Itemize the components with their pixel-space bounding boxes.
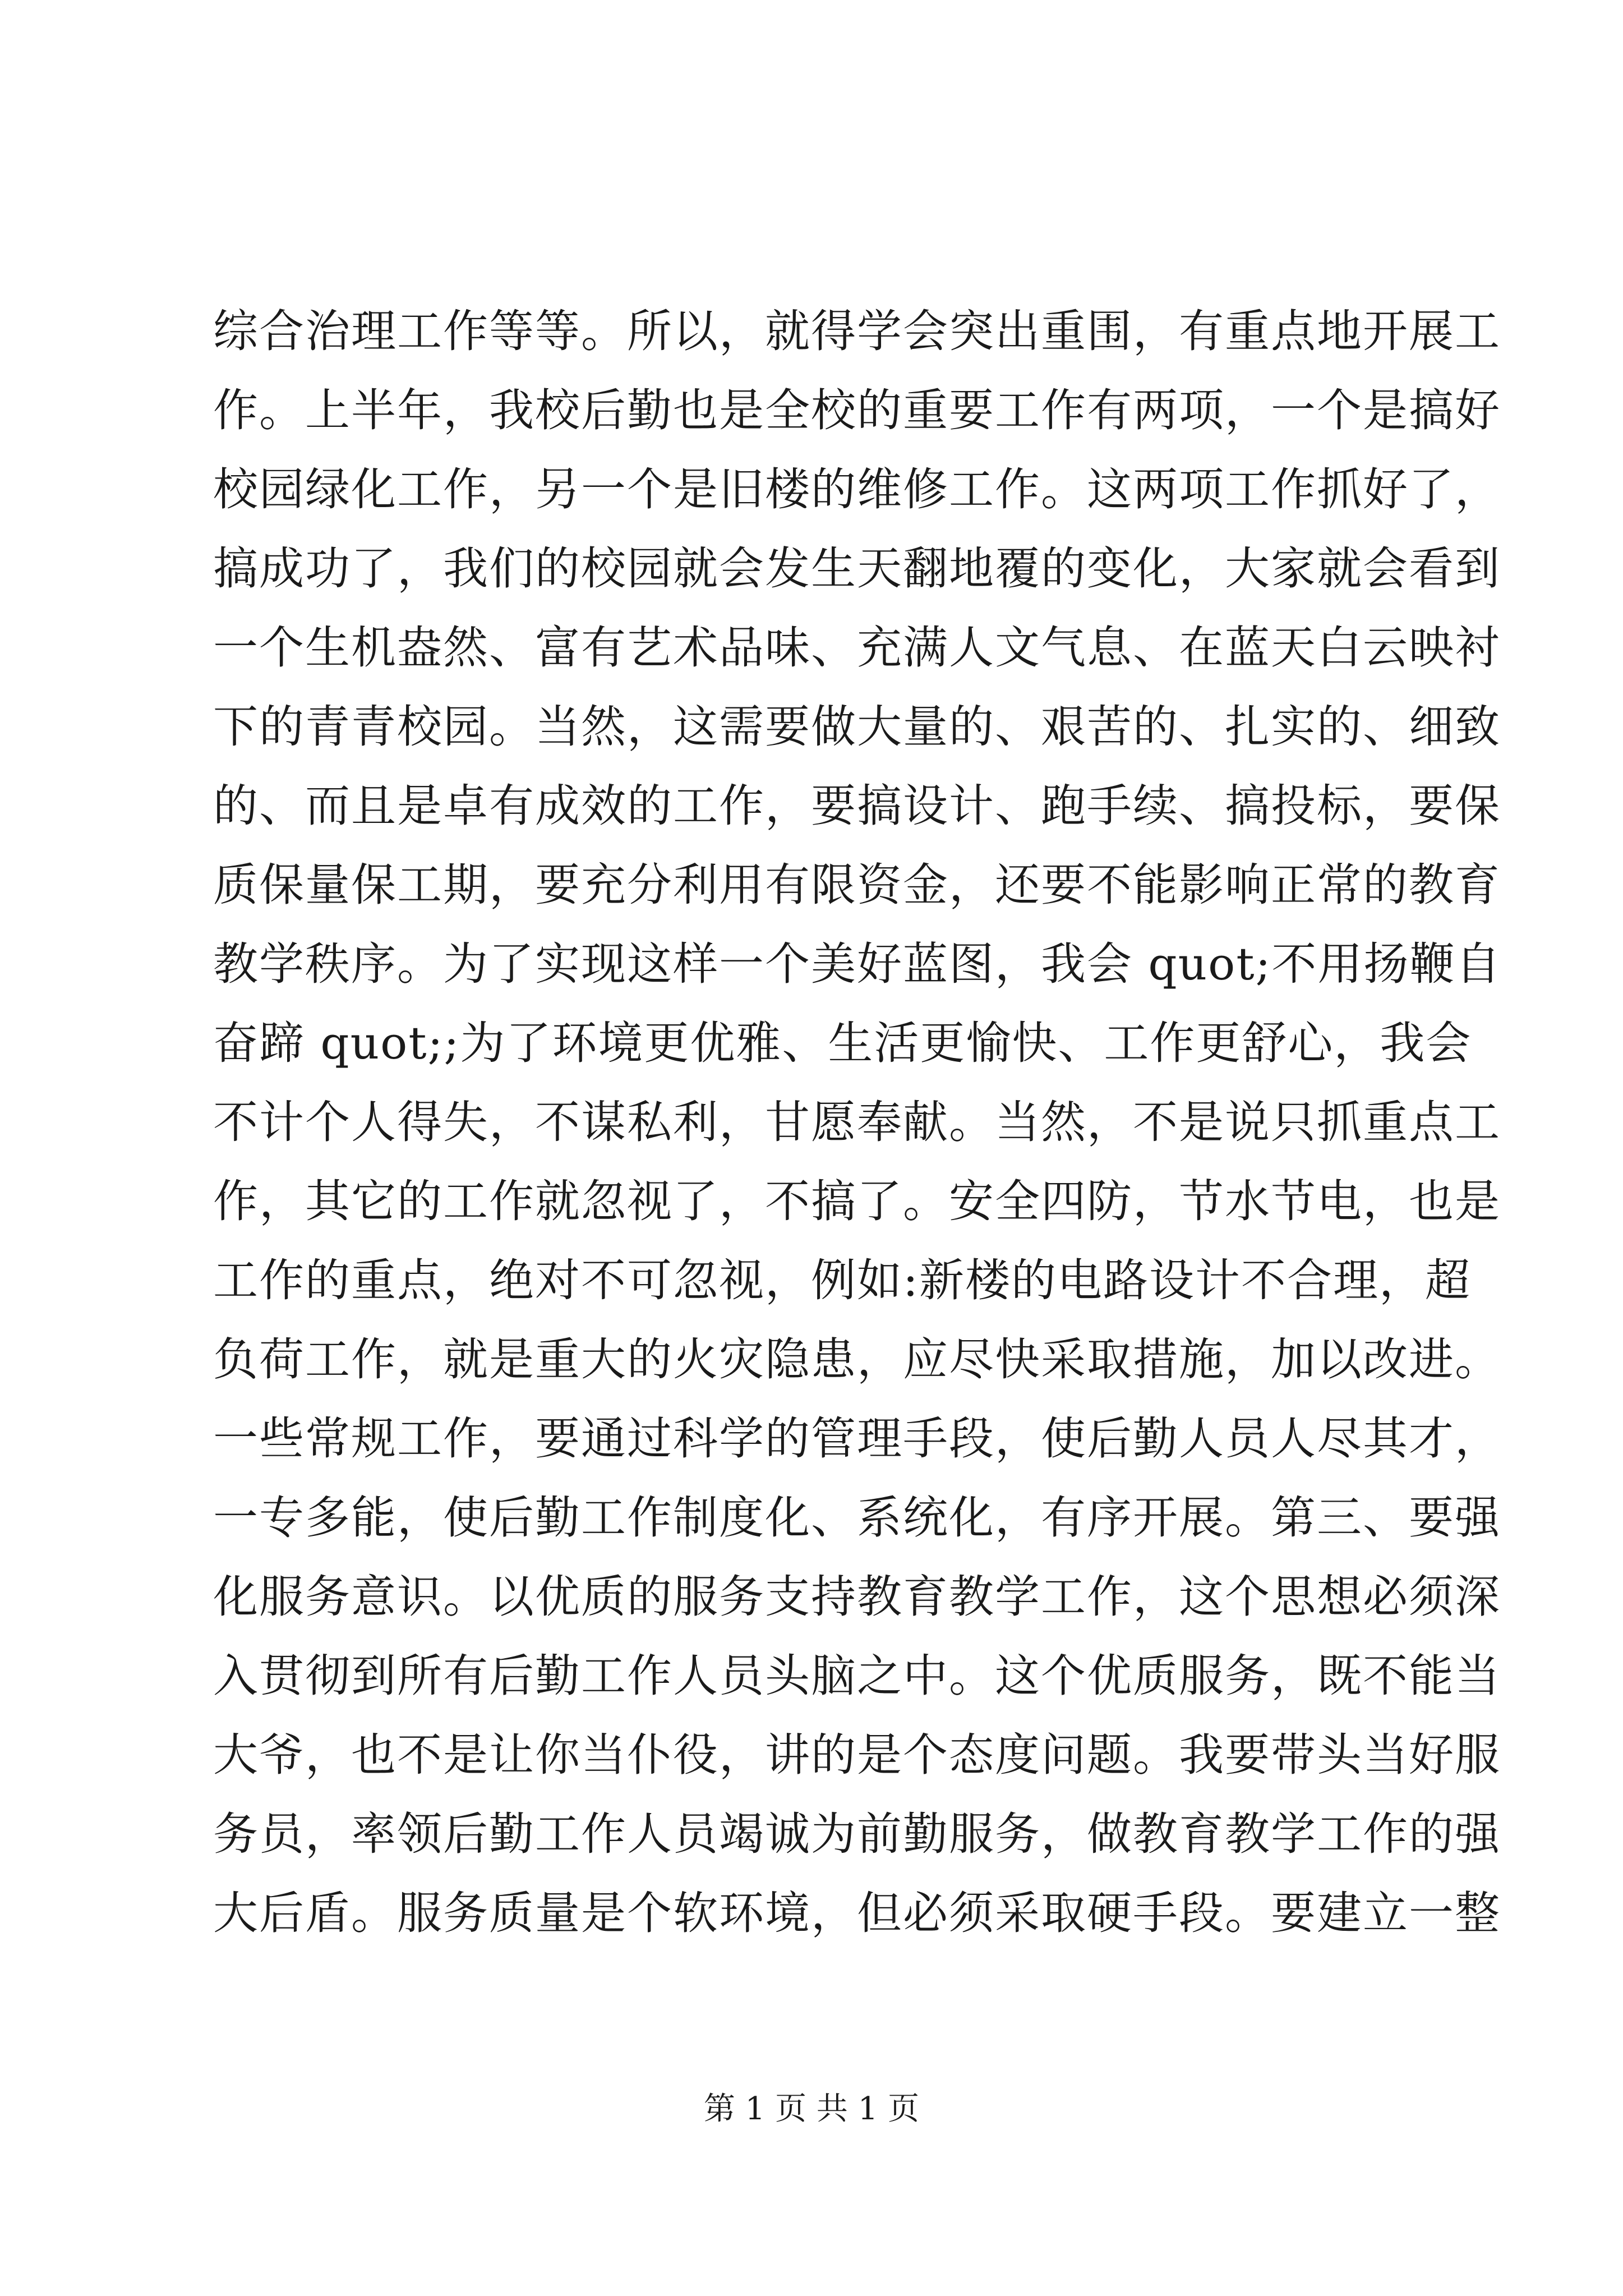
text-line: 下的青青校园。当然，这需要做大量的、艰苦的、扎实的、细致 xyxy=(213,701,1501,753)
text-line: 工作的重点，绝对不可忽视，例如:新楼的电路设计不合理，超 xyxy=(213,1254,1471,1306)
text-line: 作，其它的工作就忽视了，不搞了。安全四防，节水节电，也是 xyxy=(213,1175,1501,1227)
text-line: 务员，率领后勤工作人员竭诚为前勤服务，做教育教学工作的强 xyxy=(213,1808,1501,1860)
text-line: 质保量保工期，要充分利用有限资金，还要不能影响正常的教育 xyxy=(213,859,1501,911)
text-line: 综合治理工作等等。所以，就得学会突出重围，有重点地开展工 xyxy=(213,305,1501,357)
text-line: 化服务意识。以优质的服务支持教育教学工作，这个思想必须深 xyxy=(213,1571,1501,1623)
text-line: 一些常规工作，要通过科学的管理手段，使后勤人员人尽其才， xyxy=(213,1412,1501,1465)
text-line: 大爷，也不是让你当仆役，讲的是个态度问题。我要带头当好服 xyxy=(213,1729,1501,1781)
text-line: 负荷工作，就是重大的火灾隐患，应尽快采取措施，加以改进。 xyxy=(213,1333,1501,1386)
page-footer: 第 1 页 共 1 页 xyxy=(703,2091,920,2127)
text-line: 作。上半年，我校后勤也是全校的重要工作有两项，一个是搞好 xyxy=(213,384,1501,436)
text-line: 大后盾。服务质量是个软环境，但必须采取硬手段。要建立一整 xyxy=(213,1887,1501,1939)
text-line: 搞成功了，我们的校园就会发生天翻地覆的变化，大家就会看到 xyxy=(213,542,1501,595)
text-line: 一专多能，使后勤工作制度化、系统化，有序开展。第三、要强 xyxy=(213,1492,1501,1544)
text-line: 入贯彻到所有后勤工作人员头脑之中。这个优质服务，既不能当 xyxy=(213,1650,1501,1702)
text-line: 的、而且是卓有成效的工作，要搞设计、跑手续、搞投标，要保 xyxy=(213,780,1501,832)
text-line: 教学秩序。为了实现这样一个美好蓝图，我会 quot;不用扬鞭自 xyxy=(213,938,1502,990)
body-text xyxy=(213,292,1502,1953)
text-line: 校园绿化工作，另一个是旧楼的维修工作。这两项工作抓好了， xyxy=(213,463,1501,516)
text-line: 不计个人得失，不谋私利，甘愿奉献。当然，不是说只抓重点工 xyxy=(213,1096,1501,1148)
text-line: 奋蹄 quot;;为了环境更优雅、生活更愉快、工作更舒心，我会 xyxy=(213,1017,1472,1069)
text-line: 一个生机盎然、富有艺术品味、充满人文气息、在蓝天白云映衬 xyxy=(213,622,1501,674)
